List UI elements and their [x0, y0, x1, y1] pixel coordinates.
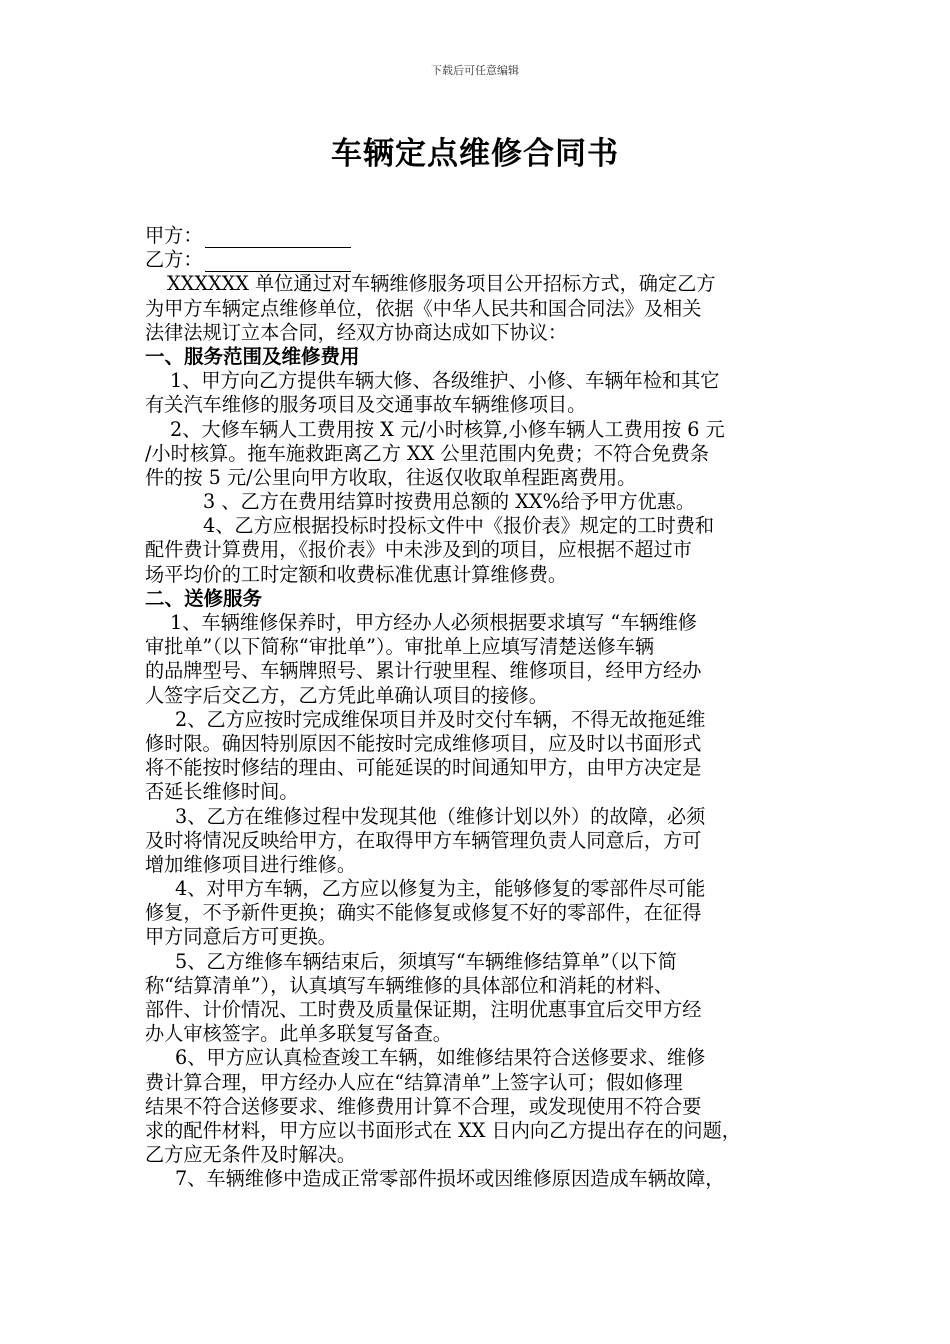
section-2-line: 6、甲方应认真检查竣工车辆，如维修结果符合送修要求、维修	[175, 1046, 706, 1070]
intro-line: 法律法规订立本合同，经双方协商达成如下协议：	[145, 320, 568, 344]
section-2-line: 部件、计价情况、工时费及质量保证期，注明优惠事宜后交甲方经	[145, 998, 702, 1021]
section-2-line: 办人审核签字。此单多联复写备查。	[145, 1022, 452, 1046]
section-2-heading: 二、送修服务	[145, 586, 263, 610]
header-note: 下载后可任意编辑	[431, 64, 519, 77]
party-a-blank	[205, 227, 351, 248]
section-1-line: 件的按 5 元/公里向甲方收取，往返仅收取单程距离费用。	[145, 465, 637, 489]
section-1-line: 3 、乙方在费用结算时按费用总额的 XX%给予甲方优惠。	[203, 490, 696, 514]
section-2-line: 的品牌型号、车辆牌照号、累计行驶里程、维修项目，经甲方经办	[145, 659, 702, 683]
section-1-line: 1、甲方向乙方提供车辆大修、各级维护、小修、车辆年检和其它	[170, 369, 720, 393]
party-b-blank	[205, 251, 351, 272]
section-2-line: 求的配件材料，甲方应以书面形式在 XX 日内向乙方提出存在的问题，	[145, 1118, 741, 1142]
section-2-line: 修复，不予新件更换；确实不能修复或修复不好的零部件，在征得	[145, 901, 702, 925]
contract-body	[145, 224, 811, 1192]
section-1-line: /小时核算。拖车施救距离乙方 XX 公里范围内免费；不符合免费条	[145, 441, 710, 465]
section-1-line: 配件费计算费用，《报价表》中未涉及到的项目，应根据不超过市	[145, 538, 692, 562]
section-2-line: 2、乙方应按时完成维保项目并及时交付车辆，不得无故拖延维	[175, 707, 706, 731]
party-b-label: 乙方：	[145, 248, 203, 272]
section-2-line: 费计算合理，甲方经办人应在“结算清单”上签字认可；假如修理	[145, 1070, 683, 1094]
section-2-line: 3、乙方在维修过程中发现其他（维修计划以外）的故障，必须	[175, 804, 706, 828]
section-1-line: 有关汽车维修的服务项目及交通事故车辆维修项目。	[145, 393, 587, 417]
section-1-line: 场平均价的工时定额和收费标准优惠计算维修费。	[145, 562, 568, 586]
section-2-line: 增加维修项目进行维修。	[145, 852, 357, 876]
section-2-line: 结果不符合送修要求、维修费用计算不合理，或发现使用不符合要	[145, 1094, 702, 1118]
intro-line: 为甲方车辆定点维修单位，依据《中华人民共和国合同法》及相关	[145, 296, 702, 320]
section-2-line: 人签字后交乙方，乙方凭此单确认项目的接修。	[145, 683, 548, 707]
party-a-label: 甲方：	[145, 224, 203, 247]
section-2-line: 1、车辆维修保养时，甲方经办人必须根据要求填写 “车辆维修	[170, 611, 697, 634]
party-a-line	[145, 224, 811, 248]
section-1-heading: 一、服务范围及维修费用	[145, 344, 360, 368]
party-b-line	[145, 248, 811, 272]
section-2-line: 称“结算清单”），认真填写车辆维修的具体部位和消耗的材料、	[145, 973, 674, 997]
section-2-line: 及时将情况反映给甲方，在取得甲方车辆管理负责人同意后，方可	[145, 828, 702, 852]
intro-line: XXXXXX 单位通过对车辆维修服务项目公开招标方式，确定乙方	[167, 272, 716, 296]
section-2-line: 7、车辆维修中造成正常零部件损坏或因维修原因造成车辆故障，	[175, 1167, 725, 1191]
section-1-line: 2、大修车辆人工费用按 X 元/小时核算,小修车辆人工费用按 6 元	[170, 417, 725, 441]
section-2-line: 乙方应无条件及时解决。	[145, 1143, 357, 1167]
section-2-line: 审批单”（以下简称“审批单”）。审批单上应填写清楚送修车辆	[145, 635, 655, 659]
section-2-line: 修时限。确因特别原因不能按时完成维修项目，应及时以书面形式	[145, 731, 702, 755]
section-2-line: 将不能按时修结的理由、可能延误的时间通知甲方，由甲方决定是	[145, 756, 702, 780]
section-2-line: 4、对甲方车辆，乙方应以修复为主，能够修复的零部件尽可能	[175, 877, 706, 901]
section-2-line: 否延长维修时间。	[145, 780, 299, 804]
section-2-line: 5、乙方维修车辆结束后，须填写“车辆维修结算单”（以下简	[175, 949, 677, 973]
section-1-line: 4、乙方应根据投标时投标文件中《报价表》规定的工时费和	[203, 514, 715, 538]
document-title: 车辆定点维修合同书	[331, 136, 619, 172]
section-2-line: 甲方同意后方可更换。	[145, 925, 337, 949]
